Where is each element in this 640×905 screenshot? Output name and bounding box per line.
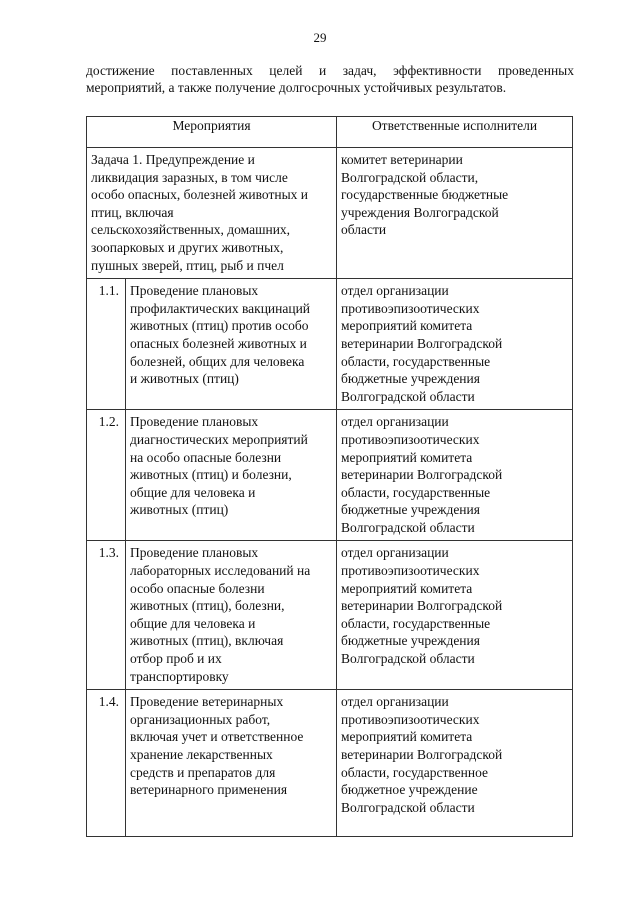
table-row	[87, 541, 573, 690]
row-measure-cell	[126, 541, 337, 690]
task-executor: комитет ветеринарии Волгоградской области, государственные бюджетные учреждения Волгоградской области	[341, 152, 509, 238]
row-number: 1.1.	[98, 283, 119, 299]
row-measure-cell	[126, 410, 337, 541]
row-executor-cell	[337, 410, 573, 541]
row-measure: Проведение плановых профилактических вакцинаций животных (птиц) против особо опасных болезней животных и болезней, общих для человека и животных (птиц)	[130, 283, 311, 387]
row-number-cell	[87, 410, 126, 541]
task-executor-cell	[337, 148, 573, 279]
row-number: 1.2.	[98, 414, 119, 430]
row-executor-cell	[337, 690, 573, 837]
table-header-row	[87, 117, 573, 148]
row-number-cell	[87, 541, 126, 690]
measures-table	[86, 116, 573, 837]
intro-line-1: достижение поставленных целей и задач, эффективности проведенных	[86, 63, 574, 78]
row-number-cell	[87, 279, 126, 410]
page-number: 29	[313, 30, 327, 45]
row-executor: отдел организации противоэпизоотических мероприятий комитета ветеринарии Волгоградской области, государственные бюджетные учреждения Волгоградской области	[341, 414, 503, 535]
row-number: 1.3.	[98, 545, 119, 561]
row-measure-cell	[126, 279, 337, 410]
intro-line-2: мероприятий, а также получение долгосрочных устойчивых результатов.	[86, 80, 507, 95]
row-executor: отдел организации противоэпизоотических мероприятий комитета ветеринарии Волгоградской области, государственное бюджетное учреждение Волгоградской области	[341, 694, 503, 815]
intro-paragraph	[86, 62, 574, 96]
row-measure: Проведение ветеринарных организационных работ, включая учет и ответственное хранение лекарственных средств и препаратов для ветеринарного применения	[130, 694, 304, 798]
row-measure: Проведение плановых лабораторных исследований на особо опасные болезни животных (птиц), болезни, общие для человека и животных (птиц), включая отбор проб и их транспортировку	[130, 545, 311, 684]
header-executors: Ответственные исполнители	[337, 117, 573, 148]
row-executor: отдел организации противоэпизоотических мероприятий комитета ветеринарии Волгоградской области, государственные бюджетные учреждения Волгоградской области	[341, 545, 503, 667]
header-measures: Мероприятия	[87, 117, 337, 148]
table-row	[87, 690, 573, 837]
row-number: 1.4.	[98, 694, 119, 710]
task-title-cell	[87, 148, 337, 279]
task-row	[87, 148, 573, 279]
task-title: Задача 1. Предупреждение и ликвидация заразных, в том числе особо опасных, болезней животных и птиц, включая сельскохозяйственных, домашних, зоопарковых и других животных, пушных зверей, птиц, рыб и пчел	[91, 152, 309, 273]
row-measure-cell	[126, 690, 337, 837]
row-executor-cell	[337, 541, 573, 690]
row-measure: Проведение плановых диагностических мероприятий на особо опасные болезни животных (птиц) и болезни, общие для человека и животных (птиц)	[130, 414, 308, 518]
table-row	[87, 279, 573, 410]
row-executor: отдел организации противоэпизоотических мероприятий комитета ветеринарии Волгоградской области, государственные бюджетные учреждения Волгоградской области	[341, 283, 503, 404]
row-number-cell	[87, 690, 126, 837]
table-row	[87, 410, 573, 541]
row-executor-cell	[337, 279, 573, 410]
